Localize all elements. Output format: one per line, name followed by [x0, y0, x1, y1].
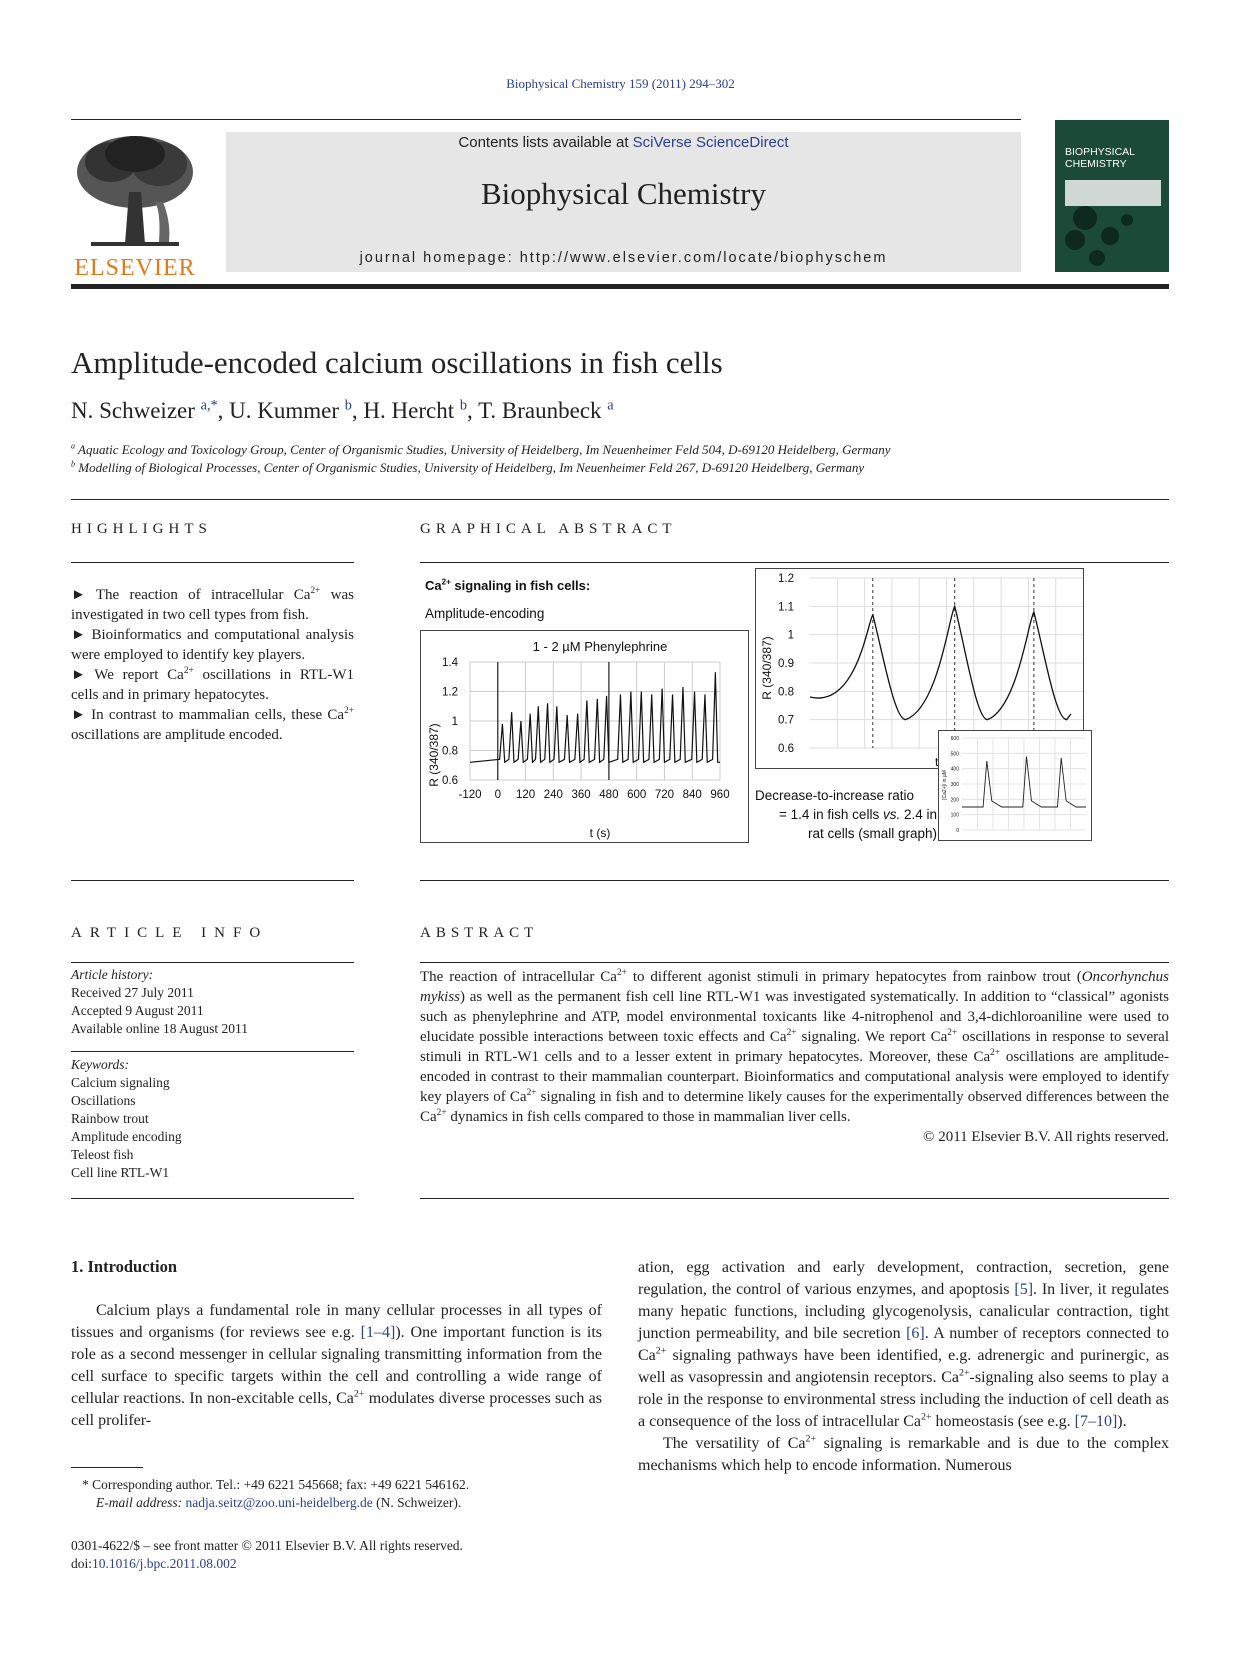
- inset-chart-ylabel: [Ca2+]i in µM: [942, 770, 948, 800]
- author-4-mark[interactable]: a: [607, 397, 614, 414]
- y-tick-label: 0.6: [778, 743, 794, 755]
- highlights-bottom-rule: [71, 880, 354, 881]
- y-tick-label: 200: [950, 797, 959, 804]
- journal-name: Biophysical Chemistry: [480, 176, 766, 211]
- keyword: Rainbow trout: [71, 1111, 149, 1126]
- ref-5[interactable]: [5]: [1014, 1281, 1034, 1298]
- elsevier-wordmark: ELSEVIER: [74, 255, 196, 281]
- author-3-mark[interactable]: b: [459, 397, 467, 414]
- ref-6[interactable]: [6]: [906, 1325, 925, 1342]
- elsevier-logo: [71, 132, 199, 281]
- journal-homepage[interactable]: journal homepage: http://www.elsevier.com/locate/biophyschem: [359, 250, 888, 266]
- abstract-heading: ABSTRACT: [420, 925, 539, 941]
- graphical-abstract-bottom-rule: [420, 880, 1169, 881]
- highlights-rule: [71, 562, 354, 563]
- sciencedirect-link[interactable]: SciVerse ScienceDirect: [632, 134, 789, 151]
- abstract-text: The reaction of intracellular $Ca^{2+}$ to different agonist stimuli in primary hepatocytes from rainbow trout (Oncorhynchus mykiss) as well as the permanent fish cell line RTL-W1 was investigated systematically. In addition to “classical” agonists such as phenylephrine and ATP, model environmental toxicants like 4-nitrophenol and 3,4-dichloroaniline were used to elucidate possible interactions between toxic effects and $Ca^{2+}$ signaling. We report $Ca^{2+}$ oscillations in response to several stimuli in RTL-W1 cells and to a lesser extent in primary hepatocytes. Moreover, these $Ca^{2+}$ oscillations are amplitude-encoded in contrast to their mammalian counterpart. Bioinformatics and computational analysis were employed to identify key players of $Ca^{2+}$ signaling in fish and to determine likely causes for the experimentally observed differences between the $Ca^{2+}$ dynamics in fish cells compared to those in mammalian liver cells. © 2011 Elsevier B.V. All rights reserved.: [420, 968, 1169, 1145]
- keyword: Teleost fish: [71, 1147, 134, 1162]
- keyword: Oscillations: [71, 1093, 136, 1108]
- y-tick-label: 400: [950, 766, 959, 773]
- graphical-abstract-heading: GRAPHICAL ABSTRACT: [420, 521, 677, 537]
- ref-1-4[interactable]: [1–4]: [360, 1324, 396, 1341]
- footnote: * Corresponding author. Tel.: +49 6221 545668; fax: +49 6221 546162. E-mail address: nadja.seitz@zoo.uni-heidelberg.de (N. Schweizer).: [82, 1477, 470, 1510]
- y-tick-label: 0.7: [778, 714, 794, 727]
- header-thick-rule: [71, 284, 1169, 289]
- y-tick-label: 1: [787, 629, 794, 642]
- author-list: N. Schweizer $^{a,*}$, U. Kummer $^b$, H. Hercht $^b$, T. Braunbeck $^a$: [71, 397, 614, 423]
- inset-chart: [938, 730, 1093, 842]
- y-tick-label: 1: [451, 716, 458, 728]
- highlight-1: ► The reaction of intracellular $Ca^{2+}$ was investigated in two cell types from fish.: [71, 586, 354, 623]
- copyright: © 2011 Elsevier B.V. All rights reserved.: [923, 1129, 1169, 1145]
- footnote-rule: [71, 1467, 143, 1468]
- article-info-rule: [71, 962, 354, 963]
- affiliation-b: $^b$ Modelling of Biological Processes, Center of Organismic Studies, University of Heidelberg, Im Neuenheimer Feld 267, D-69120 Heidelberg, Germany: [71, 459, 865, 475]
- ga-heading: $Ca^{2+}$ signaling in fish cells:: [425, 577, 591, 593]
- author-2-mark[interactable]: b: [344, 397, 352, 414]
- x-tick-label: 120: [515, 789, 536, 801]
- y-tick-label: 0.8: [442, 745, 458, 758]
- x-tick-label: 0: [494, 789, 501, 801]
- affiliation-rule: [71, 499, 1169, 500]
- y-tick-label: 1.4: [442, 657, 458, 669]
- keyword: Calcium signaling: [71, 1075, 170, 1090]
- intro-heading: 1. Introduction: [71, 1257, 178, 1276]
- y-tick-label: 600: [950, 736, 959, 742]
- ga-caption: Decrease-to-increase ratio = 1.4 in fish cells vs. 2.4 in rat cells (small graph): [755, 788, 937, 841]
- y-tick-label: 0.9: [778, 658, 794, 670]
- ref-7-10[interactable]: [7–10]: [1074, 1413, 1118, 1430]
- contents-line: Contents lists available at SciVerse ScienceDirect: [458, 134, 789, 151]
- graphical-abstract: [420, 572, 1100, 844]
- cover-title: BIOPHYSICAL CHEMISTRY: [1065, 146, 1136, 170]
- intro-left-column: Calcium plays a fundamental role in many cellular processes in all types of tissues and organisms (for reviews see e.g. [1–4]). One important function is its role as a second messenger in cellular signaling transmitting information from the cell surface to specific targets within the cell and controlling a wide range of cellular reactions. In non-excitable cells, $Ca^{2+}$ modulates diverse processes such as cell prolifer-: [71, 1302, 602, 1429]
- x-tick-label: -120: [458, 789, 482, 801]
- journal-cover: [1055, 120, 1169, 272]
- main-chart-xlabel: t (s): [589, 826, 611, 840]
- cover-spheres-icon: [1055, 120, 1169, 272]
- highlight-2: ► Bioinformatics and computational analysis were employed to identify key players.: [71, 627, 354, 663]
- journal-reference[interactable]: Biophysical Chemistry 159 (2011) 294–302: [506, 76, 735, 91]
- online-date: Available online 18 August 2011: [71, 1021, 248, 1036]
- y-tick-label: 0: [956, 828, 959, 834]
- x-tick-label: 840: [682, 789, 702, 801]
- author-1-mark[interactable]: a,*: [200, 397, 218, 414]
- affiliations: [71, 441, 891, 477]
- intro-right-column: ation, egg activation and early development, contraction, secretion, gene regulation, the control of various enzymes, and apoptosis [5]. In liver, it regulates many hepatic functions, including glycogenolysis, canalicular contraction, tight junction permeability, and bile secretion [6]. A number of receptors connected to $Ca^{2+}$ signaling pathways have been identified, e.g. adrenergic and purinergic, as well as vasopressin and angiotensin receptors. $Ca^{2+}$-signaling also seems to play a role in the response to environmental stress including the induction of cell death as a consequence of the loss of intracellular $Ca^{2+}$ homeostasis (see e.g. [7–10]). The versatility of $Ca^{2+}$ signaling is remarkable and is due to the complex mechanisms which help to encode information. Numerous: [638, 1259, 1170, 1474]
- inset-chart-frame: [939, 731, 1092, 841]
- article-history: Article history: Received 27 July 2011 Accepted 9 August 2011 Available online 18 August 2011: [71, 967, 248, 1036]
- affiliation-a: $^a$ Aquatic Ecology and Toxicology Group, Center of Organismic Studies, University of Heidelberg, Im Neuenheimer Feld 504, D-69120 Heidelberg, Germany: [71, 441, 891, 457]
- author-4: T. Braunbeck: [478, 398, 602, 423]
- highlights-heading: HIGHLIGHTS: [71, 521, 212, 537]
- y-tick-label: 1.2: [778, 573, 794, 585]
- front-matter: 0301-4622/$ – see front matter © 2011 Elsevier B.V. All rights reserved. doi:10.1016/j.bpc.2011.08.002: [71, 1538, 463, 1571]
- received-date: Received 27 July 2011: [71, 985, 194, 1000]
- detail-chart-xlabel: t: [935, 755, 939, 769]
- y-tick-label: 100: [950, 812, 959, 819]
- history-rule: [71, 1051, 354, 1052]
- email-link[interactable]: nadja.seitz@zoo.uni-heidelberg.de: [185, 1495, 373, 1510]
- x-tick-label: 240: [543, 789, 563, 801]
- highlight-4: ► In contrast to mammalian cells, these $Ca^{2+}$ oscillations are amplitude encoded.: [71, 706, 354, 743]
- author-1: N. Schweizer: [71, 398, 195, 423]
- y-tick-label: 500: [950, 751, 959, 758]
- main-chart: [420, 630, 750, 844]
- accepted-date: Accepted 9 August 2011: [71, 1003, 204, 1018]
- journal-banner: [226, 132, 1021, 272]
- ga-subheading: Amplitude-encoding: [425, 606, 545, 621]
- elsevier-tree-icon: [71, 132, 199, 250]
- y-tick-label: 300: [950, 782, 959, 788]
- highlights-list: [71, 585, 354, 745]
- x-tick-label: 960: [710, 789, 730, 801]
- y-tick-label: 0.8: [778, 686, 794, 699]
- x-tick-label: 600: [627, 789, 647, 801]
- main-chart-title: 1 - 2 µM Phenylephrine: [532, 639, 668, 654]
- author-2: U. Kummer: [229, 398, 340, 423]
- header-top-rule: [71, 119, 1021, 120]
- detail-chart-ylabel: R (340/387): [760, 636, 774, 700]
- main-chart-ylabel: R (340/387): [427, 723, 441, 787]
- y-tick-label: 0.6: [442, 775, 458, 787]
- corresponding-author: * Corresponding author. Tel.: +49 6221 545668; fax: +49 6221 546162.: [82, 1477, 470, 1492]
- graphical-abstract-rule: [420, 562, 1169, 563]
- y-tick-label: 1.2: [442, 686, 458, 699]
- x-tick-label: 480: [599, 789, 619, 801]
- keyword: Cell line RTL-W1: [71, 1165, 170, 1180]
- keyword: Amplitude encoding: [71, 1129, 182, 1144]
- doi-link[interactable]: 10.1016/j.bpc.2011.08.002: [92, 1556, 237, 1571]
- article-info-heading: ARTICLE INFO: [71, 925, 269, 941]
- x-tick-label: 720: [654, 789, 675, 801]
- abstract-bottom-rule: [420, 1198, 1169, 1199]
- x-tick-label: 360: [571, 789, 591, 801]
- keywords: Keywords: Calcium signaling Oscillations Rainbow trout Amplitude encoding Teleost fish Cell line RTL-W1: [71, 1057, 182, 1180]
- highlight-3: ► We report $Ca^{2+}$ oscillations in RTL-W1 cells and in primary hepatocytes.: [71, 666, 354, 703]
- abstract-rule: [420, 962, 1169, 963]
- article-title: Amplitude-encoded calcium oscillations in fish cells: [71, 345, 723, 380]
- y-tick-label: 1.1: [778, 601, 794, 614]
- author-3: H. Hercht: [363, 398, 455, 423]
- article-info-bottom-rule: [71, 1198, 354, 1199]
